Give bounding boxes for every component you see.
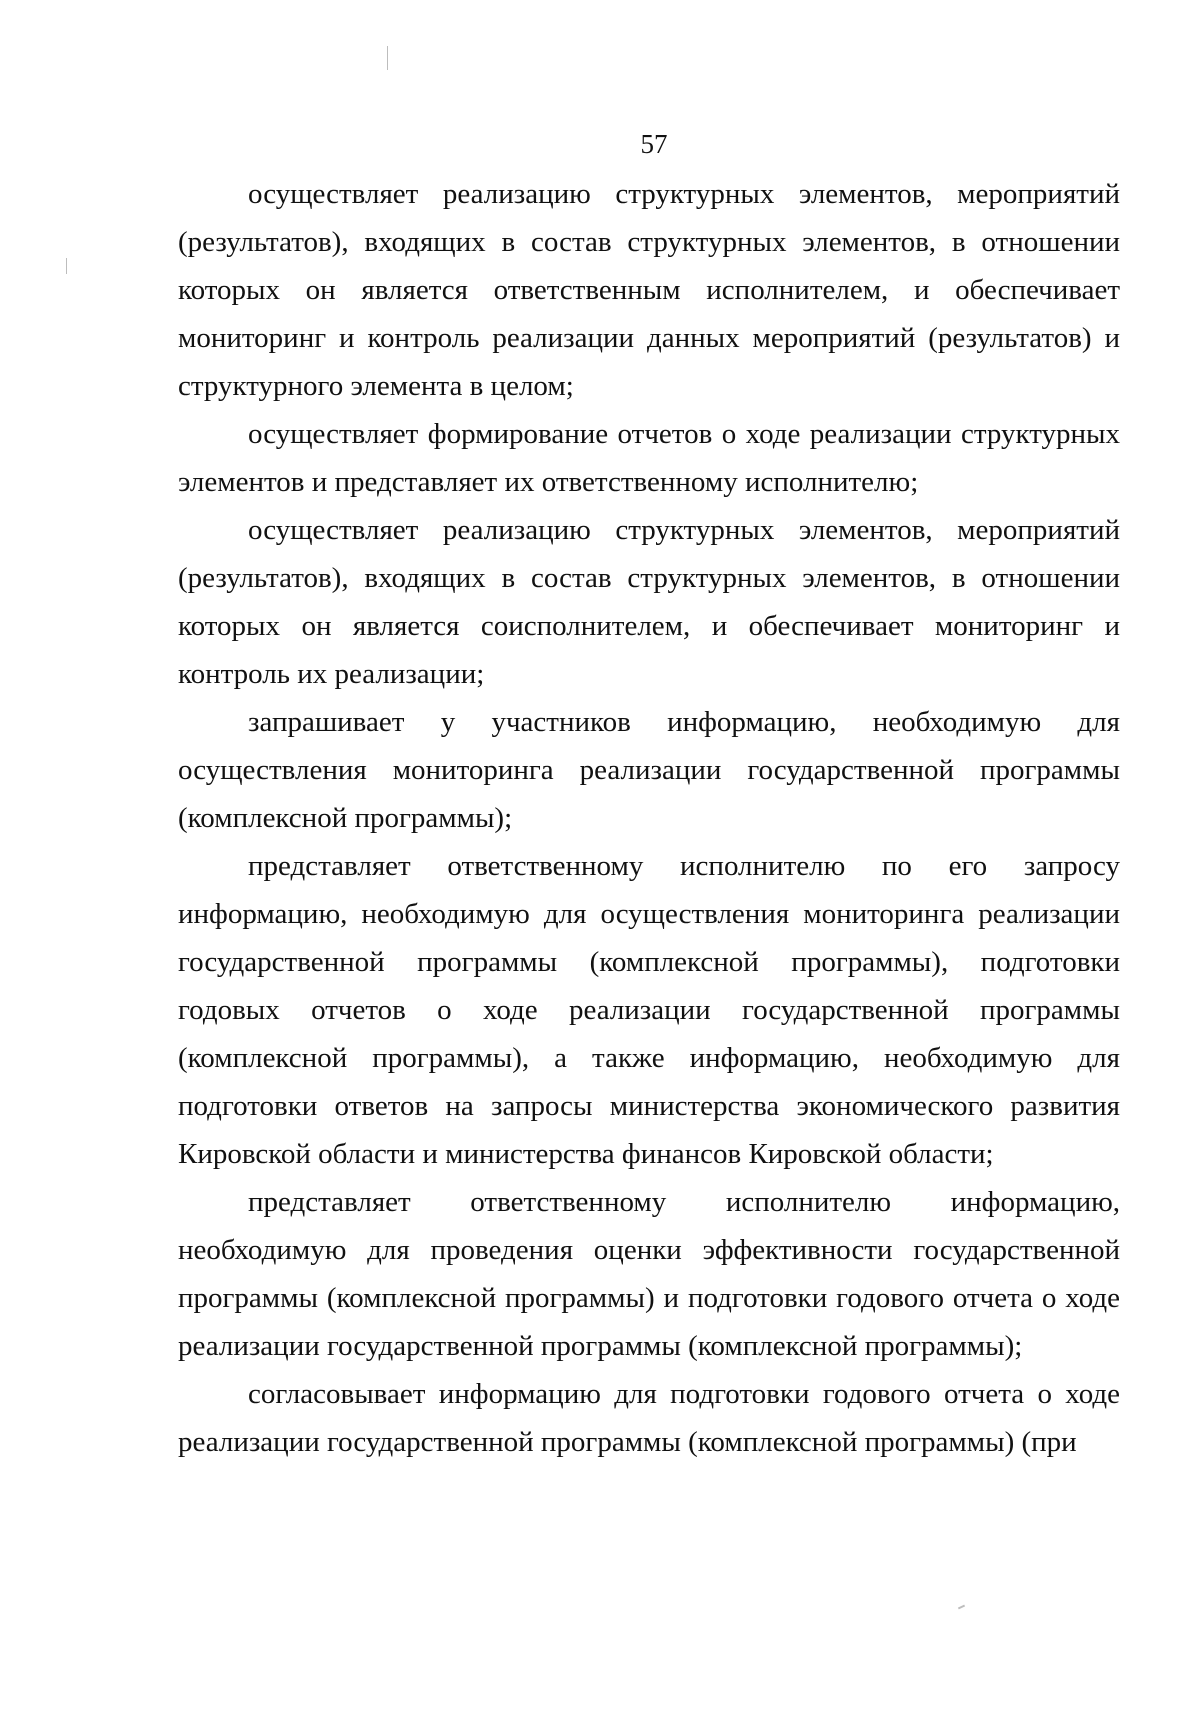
scan-speck-left — [66, 258, 67, 274]
page-number: 57 — [640, 129, 668, 159]
paragraph-7: согласовывает информацию для подготовки годового отчета о ходе реализации государственной программы (комплексной программы) (при — [178, 1378, 1120, 1458]
paragraph-5: представляет ответственному исполнителю по его запросу информацию, необходимую для осуществления мониторинга реализации государственной программы (комплексной программы), подготовки годовых отчетов о ходе реализации государственной программы (комплексной программы), а также информацию, необходимую для подготовки ответов на запросы министерства экономического развития Кировской области и министерства финансов Кировской области; — [178, 850, 1120, 1170]
paragraph-6: представляет ответственному исполнителю информацию, необходимую для проведения оценки эффективности государственной программы (комплексной программы) и подготовки годового отчета о ходе реализации государственной программы (комплексной программы); — [178, 1186, 1120, 1362]
document-body — [178, 170, 1120, 1466]
scan-speck-bottom — [958, 1605, 965, 1610]
scan-speck-top — [387, 46, 388, 70]
paragraph-1: осуществляет реализацию структурных элементов, мероприятий (результатов), входящих в состав структурных элементов, в отношении которых он является ответственным исполнителем, и обеспечивает мониторинг и контроль реализации данных мероприятий (результатов) и структурного элемента в целом; — [178, 178, 1120, 402]
paragraph-2: осуществляет формирование отчетов о ходе реализации структурных элементов и представляет их ответственному исполнителю; — [178, 418, 1120, 498]
paragraph-3: осуществляет реализацию структурных элементов, мероприятий (результатов), входящих в состав структурных элементов, в отношении которых он является соисполнителем, и обеспечивает мониторинг и контроль их реализации; — [178, 514, 1120, 690]
paragraph-4: запрашивает у участников информацию, необходимую для осуществления мониторинга реализации государственной программы (комплексной программы); — [178, 706, 1120, 834]
